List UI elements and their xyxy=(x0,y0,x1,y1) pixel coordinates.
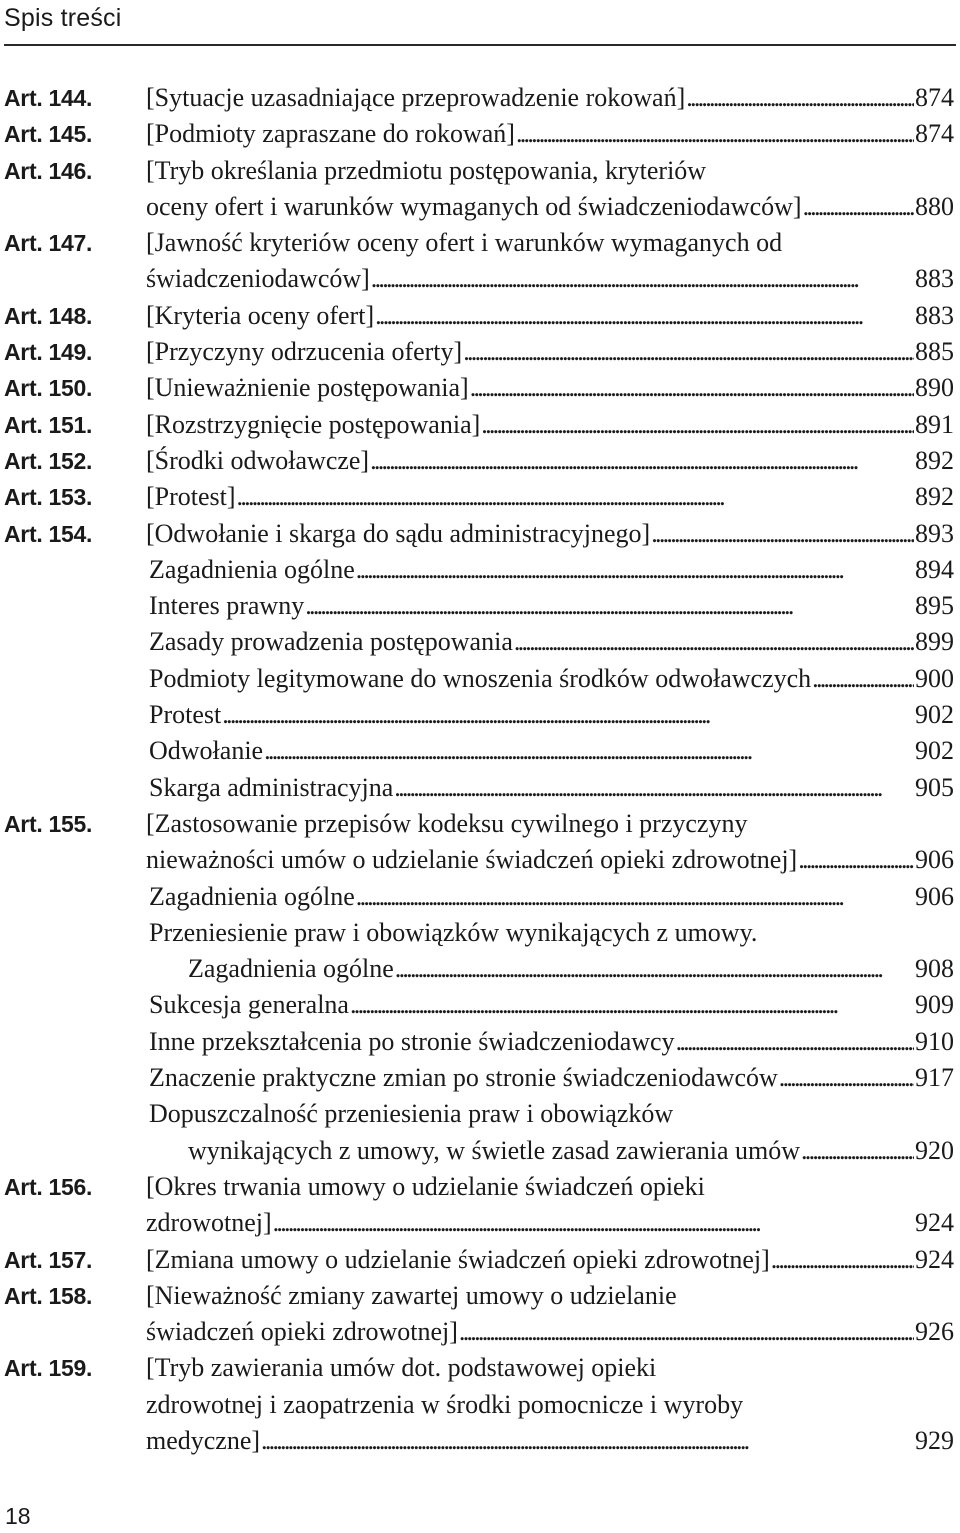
toc-row xyxy=(0,1242,960,1278)
entry-page-number: 892 xyxy=(915,482,954,512)
entry-title: Sukcesja generalna xyxy=(149,990,349,1020)
dot-leader xyxy=(801,1133,914,1169)
dot-leader xyxy=(264,733,914,769)
page-number: 18 xyxy=(5,1503,31,1529)
article-number: Art. 151. xyxy=(4,411,93,438)
toc-row xyxy=(0,733,960,769)
article-number: Art. 156. xyxy=(4,1173,93,1200)
entry-title: Skarga administracyjna xyxy=(149,772,394,802)
entry-page-number: 900 xyxy=(915,663,954,693)
entry-page-number: 929 xyxy=(915,1425,954,1455)
entry-title: Znaczenie praktyczne zmian po stronie świadczeniodawców xyxy=(149,1063,778,1093)
toc-row xyxy=(0,116,960,152)
entry-title: [Zastosowanie przepisów kodeksu cywilnego i przyczyny xyxy=(146,808,748,838)
entry-title: świadczeń opieki zdrowotnej] xyxy=(146,1317,458,1347)
toc-row xyxy=(0,770,960,806)
toc-row xyxy=(0,842,960,878)
article-number: Art. 146. xyxy=(4,157,93,184)
toc-row xyxy=(0,189,960,225)
toc-entry[interactable] xyxy=(146,516,954,552)
entry-title: Inne przekształcenia po stronie świadczeniodawcy xyxy=(149,1026,675,1056)
toc-row xyxy=(0,1169,960,1205)
entry-title: [Tryb zawierania umów dot. podstawowej opieki xyxy=(146,1353,657,1383)
table-of-contents xyxy=(0,80,960,1459)
article-number: Art. 158. xyxy=(4,1282,93,1309)
toc-entry[interactable] xyxy=(146,443,954,479)
dot-leader xyxy=(779,1060,914,1096)
entry-page-number: 924 xyxy=(915,1244,954,1274)
dot-leader xyxy=(470,370,914,406)
dot-leader xyxy=(676,1024,914,1060)
toc-entry[interactable] xyxy=(146,298,954,334)
entry-page-number: 899 xyxy=(915,627,954,657)
toc-row xyxy=(0,697,960,733)
entry-page-number: 874 xyxy=(915,83,954,112)
dot-leader xyxy=(394,770,914,806)
entry-title: Zagadnienia ogólne xyxy=(149,881,355,911)
entry-title: [Zmiana umowy o udzielanie świadczeń opieki zdrowotnej] xyxy=(146,1244,770,1274)
article-number: Art. 145. xyxy=(4,121,93,148)
entry-page-number: 893 xyxy=(915,518,954,548)
entry-page-number: 902 xyxy=(915,736,954,766)
toc-row xyxy=(0,1387,960,1423)
toc-entry[interactable] xyxy=(149,1024,954,1060)
dot-leader xyxy=(798,842,914,878)
entry-title: medyczne] xyxy=(146,1425,261,1455)
entry-title: [Środki odwoławcze] xyxy=(146,445,370,475)
toc-row xyxy=(0,443,960,479)
toc-row xyxy=(0,516,960,552)
toc-entry[interactable] xyxy=(149,1060,954,1096)
entry-title: [Podmioty zapraszane do rokowań] xyxy=(146,119,515,149)
toc-entry[interactable] xyxy=(146,407,954,443)
dot-leader xyxy=(222,697,914,733)
dot-leader xyxy=(395,951,914,987)
dot-leader xyxy=(375,298,914,334)
entry-title: Przeniesienie praw i obowiązków wynikających z umowy. xyxy=(149,917,758,947)
article-number: Art. 155. xyxy=(4,810,93,837)
entry-page-number: 885 xyxy=(915,337,954,367)
article-number: Art. 150. xyxy=(4,375,93,402)
entry-title: zdrowotnej] xyxy=(146,1208,272,1238)
toc-row xyxy=(0,1278,960,1314)
toc-row xyxy=(0,1314,960,1350)
toc-entry[interactable] xyxy=(149,879,954,915)
toc-row xyxy=(0,1205,960,1241)
entry-title: [Odwołanie i skarga do sądu administracyjnego] xyxy=(146,518,651,548)
toc-row xyxy=(0,479,960,515)
toc-row xyxy=(0,334,960,370)
toc-entry[interactable] xyxy=(146,1314,954,1350)
entry-page-number: 902 xyxy=(915,700,954,730)
toc-row xyxy=(0,1024,960,1060)
entry-title: wynikających z umowy, w świetle zasad zawierania umów xyxy=(188,1135,800,1165)
article-number: Art. 153. xyxy=(4,484,93,511)
dot-leader xyxy=(803,189,914,225)
toc-entry[interactable] xyxy=(149,552,954,588)
dot-leader xyxy=(356,879,914,915)
article-number: Art. 157. xyxy=(4,1246,93,1273)
toc-row xyxy=(0,153,960,189)
article-number: Art. 148. xyxy=(4,302,93,329)
entry-title: Interes prawny xyxy=(149,591,305,621)
page-header xyxy=(4,0,956,46)
entry-title: [Przyczyny odrzucenia oferty] xyxy=(146,337,463,367)
toc-row xyxy=(0,588,960,624)
entry-page-number: 910 xyxy=(915,1026,954,1056)
toc-entry[interactable] xyxy=(149,697,954,733)
toc-entry[interactable] xyxy=(149,661,954,697)
toc-row xyxy=(0,80,960,116)
entry-title: Protest xyxy=(149,700,222,730)
toc-row xyxy=(0,1423,960,1459)
toc-row xyxy=(0,1133,960,1169)
entry-title: Dopuszczalność przeniesienia praw i obowiązków xyxy=(149,1099,674,1129)
dot-leader xyxy=(356,552,914,588)
toc-entry[interactable] xyxy=(146,261,954,297)
entry-page-number: 906 xyxy=(915,845,954,875)
entry-page-number: 906 xyxy=(915,881,954,911)
dot-leader xyxy=(237,479,914,515)
entry-title: oceny ofert i warunków wymaganych od świadczeniodawców] xyxy=(146,191,802,221)
toc-row xyxy=(0,806,960,842)
entry-title: [Sytuacje uzasadniające przeprowadzenie rokowań] xyxy=(146,83,686,112)
entry-page-number: 909 xyxy=(915,990,954,1020)
toc-entry[interactable] xyxy=(146,1242,954,1278)
article-number: Art. 152. xyxy=(4,447,93,474)
entry-title: [Okres trwania umowy o udzielanie świadczeń opieki xyxy=(146,1171,705,1201)
dot-leader xyxy=(771,1242,914,1278)
entry-page-number: 924 xyxy=(915,1208,954,1238)
dot-leader xyxy=(459,1314,914,1350)
toc-row xyxy=(0,661,960,697)
article-number: Art. 147. xyxy=(4,230,93,257)
entry-title: [Rozstrzygnięcie postępowania] xyxy=(146,409,481,439)
entry-page-number: 894 xyxy=(915,554,954,584)
dot-leader xyxy=(516,116,914,152)
entry-title: [Unieważnienie postępowania] xyxy=(146,373,469,403)
toc-row xyxy=(0,225,960,261)
article-number: Art. 159. xyxy=(4,1355,93,1382)
toc-entry[interactable] xyxy=(146,479,954,515)
toc-entry[interactable] xyxy=(149,987,954,1023)
entry-page-number: 880 xyxy=(915,191,954,221)
entry-page-number: 926 xyxy=(915,1317,954,1347)
toc-entry[interactable] xyxy=(146,370,954,406)
entry-page-number: 917 xyxy=(915,1063,954,1093)
entry-page-number: 890 xyxy=(915,373,954,403)
entry-title: Podmioty legitymowane do wnoszenia środków odwoławczych xyxy=(149,663,812,693)
entry-title: nieważności umów o udzielanie świadczeń opieki zdrowotnej] xyxy=(146,845,798,875)
entry-title: Zasady prowadzenia postępowania xyxy=(149,627,513,657)
toc-entry[interactable] xyxy=(146,334,954,370)
toc-row xyxy=(0,370,960,406)
toc-entry[interactable] xyxy=(188,951,954,987)
dot-leader xyxy=(350,987,914,1023)
entry-page-number: 895 xyxy=(915,591,954,621)
entry-page-number: 892 xyxy=(915,445,954,475)
toc-row xyxy=(0,261,960,297)
entry-title: zdrowotnej i zaopatrzenia w środki pomocnicze i wyroby xyxy=(146,1389,744,1419)
entry-title: [Protest] xyxy=(146,482,236,512)
toc-row xyxy=(0,407,960,443)
toc-row xyxy=(0,1350,960,1386)
dot-leader xyxy=(261,1423,914,1459)
toc-entry[interactable] xyxy=(188,1133,954,1169)
entry-title: [Jawność kryteriów oceny ofert i warunków wymaganych od xyxy=(146,228,783,258)
entry-title: [Tryb określania przedmiotu postępowania, kryteriów xyxy=(146,155,707,185)
toc-row xyxy=(0,951,960,987)
entry-page-number: 908 xyxy=(915,954,954,984)
entry-title: Zagadnienia ogólne xyxy=(149,554,355,584)
entry-page-number: 883 xyxy=(915,264,954,294)
dot-leader xyxy=(514,624,914,660)
dot-leader xyxy=(651,516,914,552)
entry-page-number: 883 xyxy=(915,300,954,330)
entry-title: [Nieważność zmiany zawartej umowy o udzielanie xyxy=(146,1280,677,1310)
toc-row xyxy=(0,298,960,334)
entry-title: [Kryteria oceny ofert] xyxy=(146,300,375,330)
entry-page-number: 920 xyxy=(915,1135,954,1165)
article-number: Art. 144. xyxy=(4,85,93,111)
dot-leader xyxy=(371,261,914,297)
page-title: Spis treści xyxy=(4,4,122,32)
toc-entry[interactable] xyxy=(149,588,954,624)
toc-entry[interactable] xyxy=(146,1205,954,1241)
toc-row xyxy=(0,624,960,660)
article-number: Art. 149. xyxy=(4,339,93,366)
toc-entry[interactable] xyxy=(149,770,954,806)
dot-leader xyxy=(273,1205,914,1241)
toc-entry[interactable] xyxy=(146,1423,954,1459)
toc-entry[interactable] xyxy=(146,189,954,225)
entry-title: Odwołanie xyxy=(149,736,264,766)
toc-row xyxy=(0,987,960,1023)
entry-title: Zagadnienia ogólne xyxy=(188,954,394,984)
toc-row xyxy=(0,915,960,951)
toc-row xyxy=(0,1060,960,1096)
entry-page-number: 905 xyxy=(915,772,954,802)
toc-entry[interactable] xyxy=(146,80,954,116)
toc-entry[interactable] xyxy=(149,733,954,769)
toc-row xyxy=(0,879,960,915)
dot-leader xyxy=(463,334,914,370)
toc-row xyxy=(0,552,960,588)
toc-entry[interactable] xyxy=(146,116,954,152)
dot-leader xyxy=(812,661,914,697)
toc-entry[interactable] xyxy=(146,842,954,878)
article-number: Art. 154. xyxy=(4,520,93,547)
toc-entry[interactable] xyxy=(149,624,954,660)
dot-leader xyxy=(370,443,914,479)
entry-page-number: 874 xyxy=(915,119,954,149)
toc-row xyxy=(0,1096,960,1132)
dot-leader xyxy=(305,588,914,624)
dot-leader xyxy=(481,407,914,443)
entry-page-number: 891 xyxy=(915,409,954,439)
dot-leader xyxy=(686,80,914,116)
entry-title: świadczeniodawców] xyxy=(146,264,370,294)
